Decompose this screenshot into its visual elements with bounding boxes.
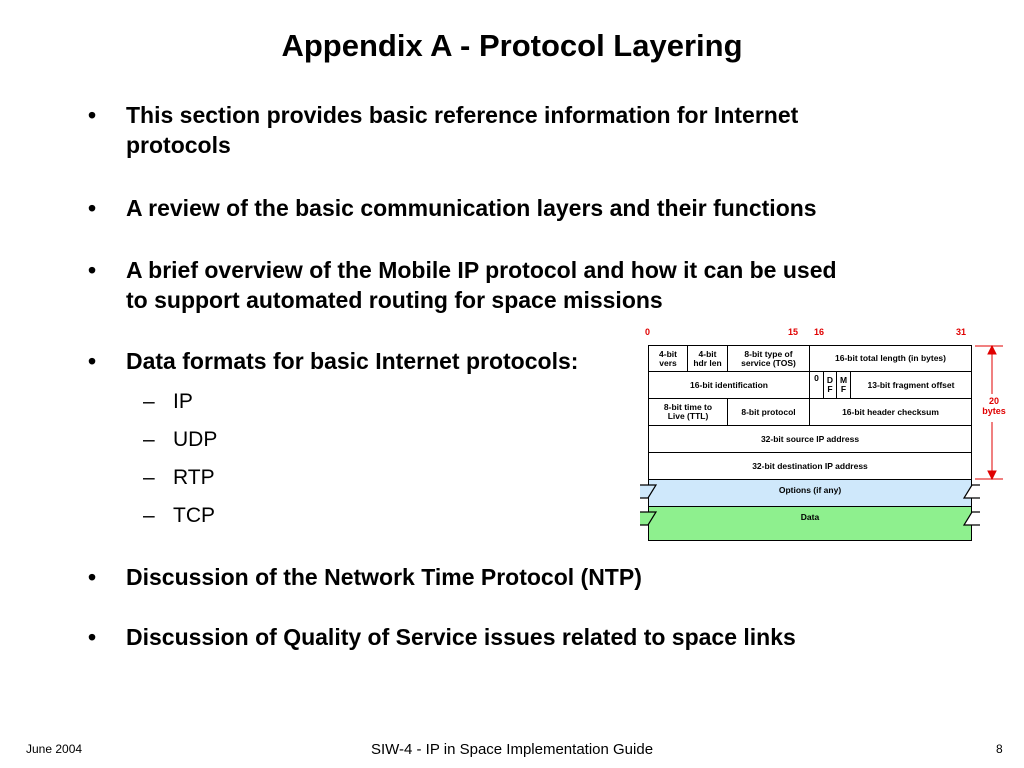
page-number: 8: [996, 742, 1003, 756]
bullet-text: to support automated routing for space missions: [126, 287, 663, 313]
bullet-dot-icon: •: [88, 195, 97, 221]
diagram-annotations-graphic: [636, 322, 1016, 547]
footer-date: June 2004: [26, 742, 83, 756]
bullet-text: Data formats for basic Internet protocols:: [126, 348, 579, 374]
bullet-dot-icon: •: [88, 257, 97, 283]
header-size-label: 20 bytes: [982, 396, 1006, 416]
bullet-dot-icon: •: [88, 348, 97, 374]
field-fragment-offset: 13-bit fragment offset: [850, 371, 972, 399]
field-reserved-bit: 0: [809, 371, 824, 399]
bullet-dot-icon: •: [88, 564, 97, 590]
dash-icon: –: [143, 428, 155, 451]
field-data: Data: [648, 506, 972, 541]
field-ttl: 8-bit time to Live (TTL): [648, 398, 728, 426]
bit-number: 31: [956, 327, 967, 337]
slide-title: Appendix A - Protocol Layering: [281, 28, 743, 63]
field-options: Options (if any): [648, 479, 972, 507]
bullet-text: This section provides basic reference information for Internet: [126, 102, 799, 128]
field-source-address: 32-bit source IP address: [648, 425, 972, 453]
bullet-dot-icon: •: [88, 102, 97, 128]
bit-number: 15: [788, 327, 799, 337]
bullet-text: A brief overview of the Mobile IP protocol and how it can be used: [126, 257, 837, 283]
ip-header-diagram: [636, 322, 1016, 547]
field-identification: 16-bit identification: [648, 371, 810, 399]
field-total-length: 16-bit total length (in bytes): [809, 345, 972, 372]
bullet-text: Discussion of the Network Time Protocol (NTP): [126, 564, 642, 590]
footer-title: SIW-4 - IP in Space Implementation Guide: [370, 741, 654, 758]
dash-icon: –: [143, 466, 155, 489]
field-protocol: 8-bit protocol: [727, 398, 810, 426]
field-tos: 8-bit type of service (TOS): [727, 345, 810, 372]
field-header-length: 4-bit hdr len: [687, 345, 728, 372]
bullet-text: A review of the basic communication layers and their functions: [126, 195, 817, 221]
dash-icon: –: [143, 504, 155, 527]
bit-number: 16: [814, 327, 825, 337]
dash-icon: –: [143, 390, 155, 413]
field-header-checksum: 16-bit header checksum: [809, 398, 972, 426]
field-version: 4-bit vers: [648, 345, 688, 372]
field-df-flag: D F: [823, 371, 837, 399]
bullet-text: protocols: [126, 132, 231, 158]
field-destination-address: 32-bit destination IP address: [648, 452, 972, 480]
bullet-dot-icon: •: [88, 624, 97, 650]
bit-number: 0: [645, 327, 651, 337]
bullet-text: Discussion of Quality of Service issues related to space links: [126, 624, 796, 650]
field-mf-flag: M F: [836, 371, 851, 399]
